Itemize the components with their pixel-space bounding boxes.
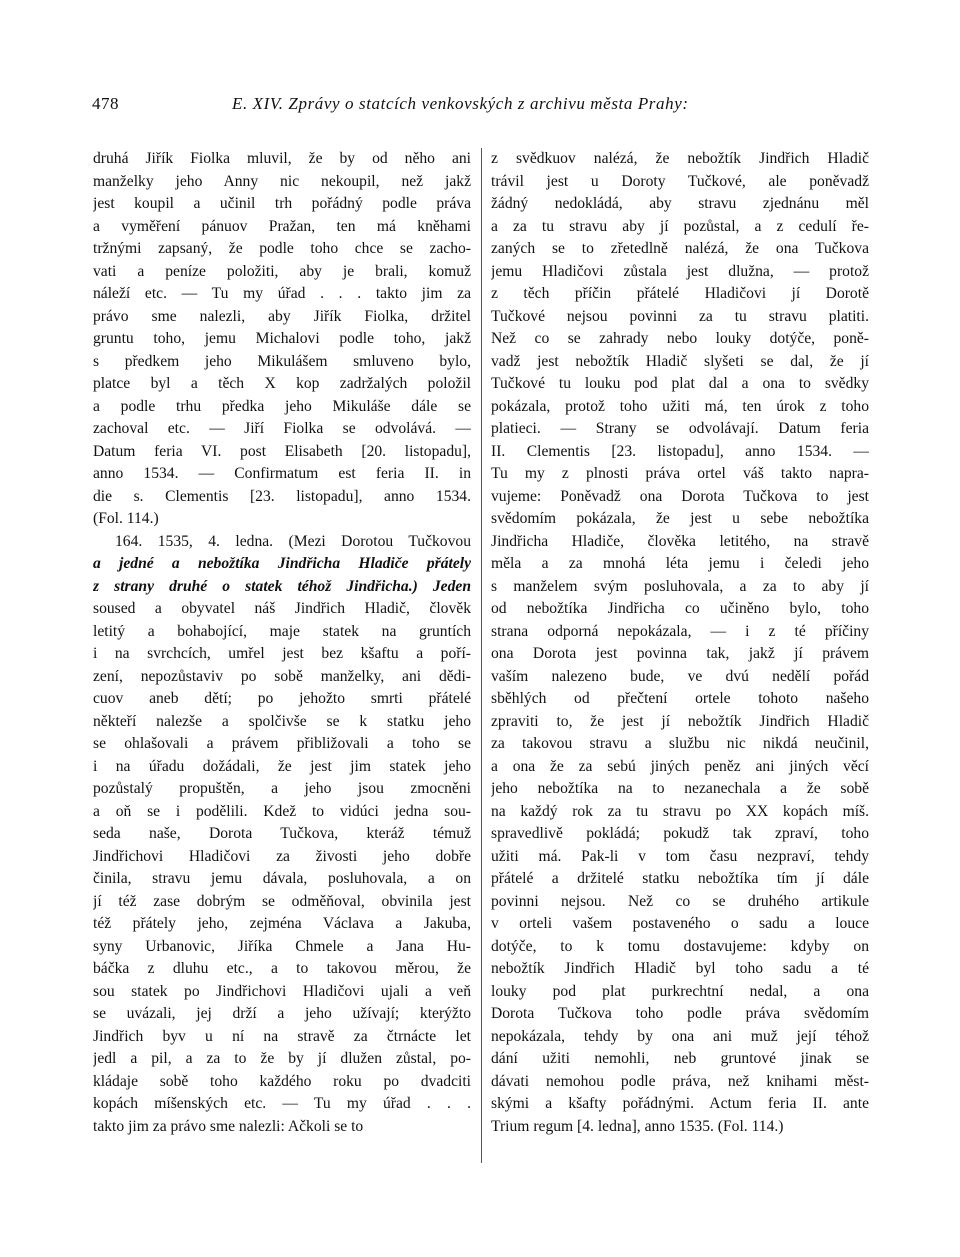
text-line: měla a za mnohá léta jemu i čeledi jeho — [491, 555, 869, 572]
text-line: louky pod plat purkrechtní nedal, a ona — [491, 982, 869, 1000]
text-line: soused a obyvatel náš Jindřich Hladič, člověk — [93, 600, 471, 617]
text-line: Než co se zahrady nebo louky dotýče, poně- — [491, 330, 869, 347]
text-line: gruntu toho, jemu Michalovi podle toho, jakž — [93, 330, 471, 347]
text-line: někteří nalezše a spolčivše se k statku jeho — [93, 712, 471, 730]
text-line: Tučkové nejsou povinni za tu stravu platiti. — [491, 307, 869, 325]
text-line: platieci. — Strany se odvolávají. Datum feria — [491, 420, 869, 437]
text-line: cuov aneb dětí; po jehožto smrti přátelé — [93, 690, 471, 707]
text-line: užiti má. Pak-li v tom času nezpraví, tehdy — [491, 847, 869, 865]
text-line: Jindřichovi Hladičovi za živosti jeho dobře — [93, 847, 471, 865]
text-line: kládaje sobě toho každého roku po dvadciti — [93, 1072, 471, 1090]
text-line: se uvázali, jej drží a jeho užívají; kterýžto — [93, 1005, 471, 1022]
text-line: právo sme nalezli, aby Jiřík Fiolka, držitel — [93, 307, 471, 325]
text-line: a za tu stravu aby jí pozůstal, a z cedulí ře- — [491, 217, 869, 235]
text-line: zaných se to zřetedlně nalézá, že ona Tučkova — [491, 240, 869, 257]
text-line: a jedné a nebožtíka Jindřicha Hladiče přátely — [93, 555, 471, 572]
text-line: anno 1534. — Confirmatum est feria II. in — [93, 465, 471, 482]
text-line: seda naše, Dorota Tučkova, kteráž témuž — [93, 825, 471, 842]
text-line: s manželem svým posluhovala, a za to aby jí — [491, 577, 869, 595]
running-title: E. XIV. Zprávy o statcích venkovských z archivu města Prahy: — [232, 94, 689, 113]
text-line: vadž jest nebožtík Hladič slyšeti se dal, že jí — [491, 352, 869, 370]
text-line: na každý rok za tu stravu po XX kopách míš. — [491, 802, 869, 820]
text-line: též přátely jeho, zejména Václava a Jakuba, — [93, 915, 471, 932]
text-line: z svědkuov nalézá, že nebožtík Jindřich Hladič — [491, 150, 869, 167]
text-line: náleží etc. — Tu my úřad . . . takto jim za — [93, 285, 471, 302]
text-line: od nebožtíka Jindřicha co učiněno bylo, toho — [491, 600, 869, 617]
text-line: Tu my z plnosti práva ortel váš takto naprа- — [491, 465, 869, 482]
text-line: činila, stravu jemu dávala, posluhovala, a on — [93, 870, 471, 887]
text-line: jí též zase dobrým se odměňoval, obvinila jest — [93, 892, 471, 910]
text-line: tržnými zapsaný, že podle toho chce se zacho- — [93, 240, 471, 257]
text-line: a ona že za sebú jiných peněz ani jiných věcí — [491, 757, 869, 775]
text-line: žádný nedokládá, aby stravu zjednánu měl — [491, 195, 869, 212]
text-line: Tučkové tu louku pod plat dal a ona to svědky — [491, 375, 869, 392]
text-line: strana odporná nepokázala, — i z té příčiny — [491, 622, 869, 640]
text-line: sou statek po Jindřichovi Hladičovi ujali a veň — [93, 982, 471, 1000]
text-line: a podle trhu předka jeho Mikuláše dále se — [93, 397, 471, 415]
text-line: a oň se i podělili. Kdež to vidúci jedna sou- — [93, 802, 471, 820]
text-line: báčka z dluhu etc., a to takovou měrou, že — [93, 960, 471, 977]
text-line: přátelé a držitelé statku nebožtíka tím jí dále — [491, 870, 869, 887]
text-line: Trium regum [4. ledna], anno 1535. (Fol. 114.) — [491, 1117, 784, 1135]
text-line: dávati nemohou podle práva, než knihami měst- — [491, 1072, 869, 1090]
text-line: jest koupil a učinil trh pořádný podle práva — [93, 195, 471, 212]
text-line: jeho nebožtíka na to nezanechala a že sobě — [491, 780, 869, 797]
text-line: i na úřadu dožádali, že jest jim statek jeho — [93, 757, 471, 775]
text-line: 164. 1535, 4. ledna. (Mezi Dorotou Tučkovou — [115, 532, 471, 550]
text-line: syny Urbanovic, Jiříka Chmele a Jana Hu- — [93, 937, 471, 955]
text-line: manželky jeho Anny nic nekoupil, než jakž — [93, 172, 471, 190]
text-line: svědomím pokázala, že jest u sebe nebožtíka — [491, 510, 869, 527]
text-line: Jindřich byv u ní na stravě za čtrnácte let — [93, 1027, 471, 1045]
text-line: II. Clementis [23. listopadu], anno 1534. — — [491, 442, 869, 460]
text-line: trávil jest u Doroty Tučkové, ale poněvadž — [491, 172, 869, 190]
text-line: s předkem jeho Mikulášem smluveno bylo, — [93, 352, 471, 370]
text-line: (Fol. 114.) — [93, 510, 159, 527]
text-line: takto jim za právo sme nalezli: Ačkoli se to — [93, 1117, 364, 1135]
text-line: pokázala, protož toho užiti má, ten úrok z toho — [491, 397, 869, 415]
text-line: vujeme: Poněvadž ona Dorota Tučkova to jest — [491, 487, 869, 505]
text-line: druhá Jiřík Fiolka mluvil, že by od něho ani — [93, 150, 471, 167]
text-line: vaším nalezeno bude, ve dvú nedělí pořád — [491, 667, 869, 685]
text-line: zachoval etc. — Jiří Fiolka se odvolává. — — [93, 420, 471, 437]
text-line: za takovou stravu a službu nic nikdá neučinil, — [491, 735, 869, 752]
text-line: skými a kšafty pořádnými. Actum feria II. ante — [491, 1095, 869, 1112]
text-line: zení, nepozůstaviv po sobě manželky, ani dědi- — [93, 667, 471, 685]
text-line: platce byl a těch X kop zadržalých položil — [93, 375, 471, 392]
text-line: dotýče, to k tomu dostavujeme: kdyby on — [491, 937, 869, 955]
column-divider — [481, 148, 482, 1163]
text-line: z těch příčin přátelé Hladičovi jí Dorotě — [491, 285, 869, 302]
text-line: povinni nejsou. Než co se druhého artikule — [491, 892, 869, 910]
page-header — [92, 94, 872, 124]
text-line: jedl a pil, a za to že by jí dlužen zůstal, po- — [93, 1050, 471, 1067]
text-line: v orteli vašem postaveného o sadu a louce — [491, 915, 869, 932]
text-line: kopách míšenských etc. — Tu my úřad . . . — [93, 1095, 471, 1112]
text-line: a vyměření pánuov Pražan, ten má kněhami — [93, 217, 471, 235]
text-line: Dorota Tučkova toho podle práva svědomím — [491, 1005, 869, 1022]
text-line: nebožtík Jindřich Hladič byl toho sadu a té — [491, 960, 869, 977]
text-line: nepokázala, tehdy by ona ani muž její téhož — [491, 1027, 869, 1045]
text-line: i na svrchcích, umřel jest bez kšaftu a poří- — [93, 645, 471, 662]
page-number: 478 — [92, 94, 119, 113]
text-line: spravedlivě pokládá; pokudž tak zpraví, toho — [491, 825, 869, 842]
text-line: pozůstalý propuštěn, a jeho jsou zmocněni — [93, 780, 471, 797]
text-line: Jindřicha Hladiče, člověka letitého, na stravě — [491, 532, 869, 550]
text-line: die s. Clementis [23. listopadu], anno 1534. — [93, 487, 471, 505]
text-line: se ohlašovali a právem přibližovali a toho se — [93, 735, 471, 752]
text-line: zpraviti to, že jest jí nebožtík Jindřich Hladič — [491, 712, 869, 730]
right-column — [491, 148, 869, 1138]
text-line: Datum feria VI. post Elisabeth [20. listopadu], — [93, 442, 471, 460]
text-line: jemu Hladičovi zůstala jest dlužna, — protož — [491, 262, 869, 280]
text-line: z strany druhé o statek téhož Jindřicha.) Jeden — [93, 577, 471, 595]
text-line: letitý a bohabojící, maje statek na gruntích — [93, 622, 471, 640]
text-line: vati a peníze položiti, aby je brali, komuž — [93, 262, 471, 280]
text-line: dání užiti nemohli, neb gruntové jinak se — [491, 1050, 869, 1067]
text-line: ona Dorota jest povinna tak, jakž jí právem — [491, 645, 869, 662]
left-column — [93, 148, 471, 1138]
text-line: sběhlých od přečtení ortele tohoto našeho — [491, 690, 869, 707]
